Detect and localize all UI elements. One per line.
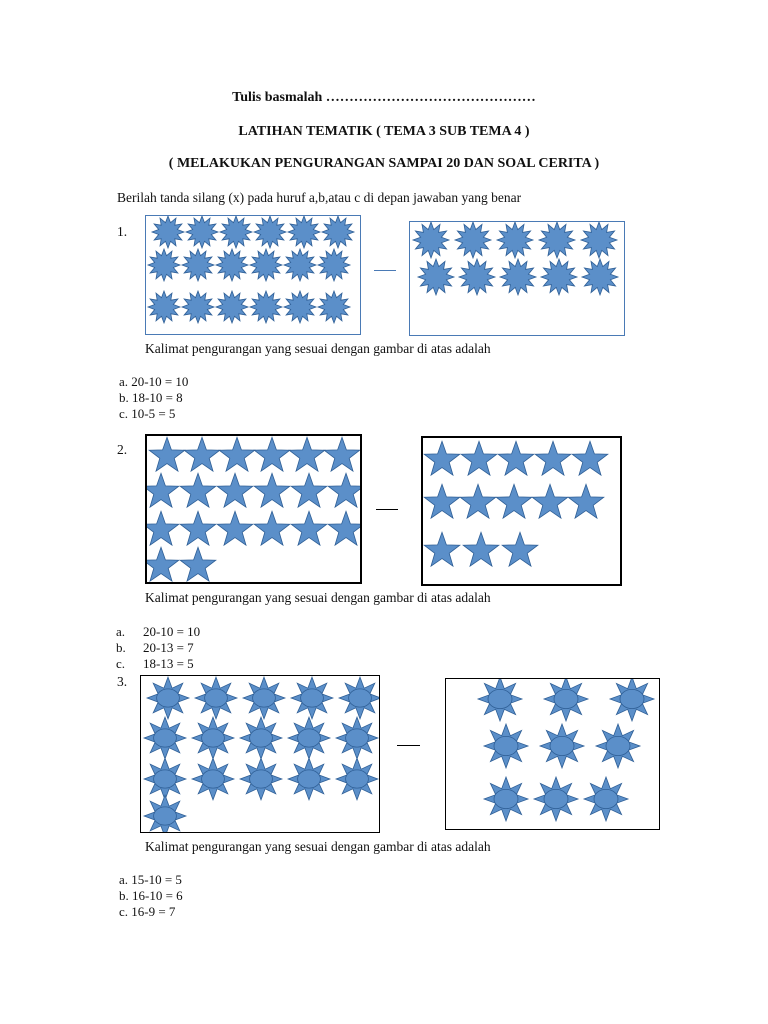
burst-7-icon — [459, 259, 495, 295]
star-2-icon — [184, 437, 220, 471]
star-6-icon — [424, 484, 460, 518]
question-1-option-b[interactable]: b. 18-10 = 8 — [119, 390, 183, 405]
sun-4-icon — [484, 724, 528, 768]
burst-1-icon — [413, 222, 449, 258]
star-10-icon — [254, 473, 290, 507]
star-8-icon — [496, 484, 532, 518]
question-1-prompt: Kalimat pengurangan yang sesuai dengan gambar di atas adalah — [145, 341, 491, 356]
sun-6-icon — [596, 724, 640, 768]
question-2-left-box — [145, 434, 362, 584]
question-3-right-box — [445, 678, 660, 830]
q2-left-shapes — [147, 436, 360, 582]
question-2-right-box — [421, 436, 622, 586]
question-3-minus-sign — [397, 745, 420, 746]
star-1-icon — [424, 441, 460, 475]
burst-5-icon — [288, 216, 320, 248]
sun-2-icon — [195, 677, 237, 719]
q3-right-shapes — [446, 679, 659, 829]
question-2-option-a-letter[interactable]: a. — [116, 624, 126, 639]
star-7-icon — [460, 484, 496, 518]
sun-11-icon — [144, 758, 186, 800]
instruction-text: Berilah tanda silang (x) pada huruf a,b,atau c di depan jawaban yang benar — [117, 190, 522, 205]
sun-15-icon — [336, 758, 378, 800]
star-13-icon — [502, 532, 538, 566]
question-3-option-a[interactable]: a. 15-10 = 5 — [119, 872, 182, 887]
sun-7-icon — [484, 777, 528, 821]
burst-8-icon — [182, 249, 214, 281]
question-2-minus-sign — [376, 509, 398, 510]
star-19-icon — [147, 547, 179, 581]
burst-1-icon — [152, 216, 184, 248]
star-10-icon — [568, 484, 604, 518]
question-1-option-a[interactable]: a. 20-10 = 10 — [119, 374, 189, 389]
burst-12-icon — [318, 249, 350, 281]
star-11-icon — [424, 532, 460, 566]
burst-11-icon — [284, 249, 316, 281]
q1-left-shapes — [146, 216, 360, 334]
burst-4-icon — [254, 216, 286, 248]
star-7-icon — [147, 473, 179, 507]
star-2-icon — [461, 441, 497, 475]
question-2-option-c-text[interactable]: 18-13 = 5 — [143, 656, 194, 671]
question-1-right-box — [409, 221, 625, 336]
burst-5-icon — [581, 222, 617, 258]
sun-1-icon — [478, 679, 522, 721]
sun-5-icon — [540, 724, 584, 768]
star-5-icon — [289, 437, 325, 471]
burst-10-icon — [250, 249, 282, 281]
burst-4-icon — [539, 222, 575, 258]
burst-2-icon — [455, 222, 491, 258]
sun-13-icon — [240, 758, 282, 800]
question-1-minus-sign — [374, 270, 396, 271]
question-3-left-box — [140, 675, 380, 833]
burst-7-icon — [148, 249, 180, 281]
star-3-icon — [498, 441, 534, 475]
burst-18-icon — [318, 291, 350, 323]
star-4-icon — [535, 441, 571, 475]
question-2-option-b-letter[interactable]: b. — [116, 640, 126, 655]
question-1-option-c[interactable]: c. 10-5 = 5 — [119, 406, 176, 421]
question-2-option-b-text[interactable]: 20-13 = 7 — [143, 640, 194, 655]
burst-10-icon — [582, 259, 618, 295]
question-2-option-a-text[interactable]: 20-10 = 10 — [143, 624, 201, 639]
burst-14-icon — [182, 291, 214, 323]
burst-16-icon — [250, 291, 282, 323]
star-13-icon — [147, 511, 179, 545]
star-12-icon — [328, 473, 360, 507]
question-1-number: 1. — [117, 224, 128, 239]
sun-5-icon — [339, 677, 379, 719]
burst-6-icon — [322, 216, 354, 248]
worksheet-subtitle: ( MELAKUKAN PENGURANGAN SAMPAI 20 DAN SOAL CERITA ) — [168, 156, 600, 171]
star-20-icon — [180, 547, 216, 581]
question-1-left-box — [145, 215, 361, 335]
basmalah-line: Tulis basmalah ……………………………………… — [232, 90, 536, 105]
burst-3-icon — [220, 216, 252, 248]
star-4-icon — [254, 437, 290, 471]
star-3-icon — [219, 437, 255, 471]
sun-8-icon — [534, 777, 578, 821]
sun-9-icon — [584, 777, 628, 821]
sun-14-icon — [288, 758, 330, 800]
sun-9-icon — [288, 717, 330, 759]
sun-12-icon — [192, 758, 234, 800]
question-2-number: 2. — [117, 442, 128, 457]
question-3-number: 3. — [117, 674, 128, 689]
burst-3-icon — [497, 222, 533, 258]
star-18-icon — [328, 511, 360, 545]
worksheet-title: LATIHAN TEMATIK ( TEMA 3 SUB TEMA 4 ) — [238, 124, 530, 139]
burst-17-icon — [284, 291, 316, 323]
question-3-option-b[interactable]: b. 16-10 = 6 — [119, 888, 183, 903]
sun-1-icon — [147, 677, 189, 719]
star-15-icon — [217, 511, 253, 545]
sun-4-icon — [291, 677, 333, 719]
star-17-icon — [291, 511, 327, 545]
star-6-icon — [324, 437, 360, 471]
star-1-icon — [149, 437, 185, 471]
star-14-icon — [180, 511, 216, 545]
sun-7-icon — [192, 717, 234, 759]
star-16-icon — [254, 511, 290, 545]
q2-right-shapes — [423, 438, 620, 584]
sun-10-icon — [336, 717, 378, 759]
burst-15-icon — [216, 291, 248, 323]
star-11-icon — [291, 473, 327, 507]
star-5-icon — [572, 441, 608, 475]
burst-13-icon — [148, 291, 180, 323]
sun-8-icon — [240, 717, 282, 759]
burst-2-icon — [186, 216, 218, 248]
burst-8-icon — [500, 259, 536, 295]
burst-9-icon — [541, 259, 577, 295]
sun-2-icon — [544, 679, 588, 721]
question-3-option-c[interactable]: c. 16-9 = 7 — [119, 904, 176, 919]
burst-6-icon — [418, 259, 454, 295]
question-2-option-c-letter[interactable]: c. — [116, 656, 126, 671]
burst-9-icon — [216, 249, 248, 281]
question-2-prompt: Kalimat pengurangan yang sesuai dengan gambar di atas adalah — [145, 590, 491, 605]
star-9-icon — [532, 484, 568, 518]
sun-3-icon — [610, 679, 654, 721]
q3-left-shapes — [141, 676, 379, 832]
question-3-prompt: Kalimat pengurangan yang sesuai dengan gambar di atas adalah — [145, 839, 491, 854]
sun-6-icon — [144, 717, 186, 759]
sun-3-icon — [243, 677, 285, 719]
sun-16-icon — [144, 795, 186, 832]
q1-right-shapes — [410, 222, 624, 335]
star-9-icon — [217, 473, 253, 507]
star-8-icon — [180, 473, 216, 507]
star-12-icon — [463, 532, 499, 566]
